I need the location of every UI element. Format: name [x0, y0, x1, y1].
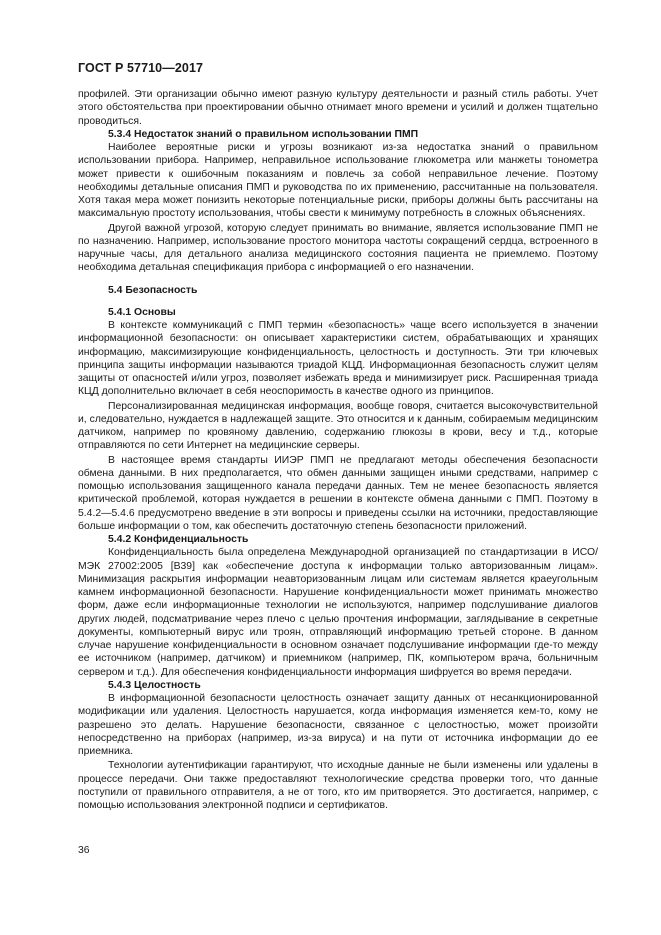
- paragraph: Конфиденциальность была определена Международной организацией по стандартизации в ИСО/МЭК 27002:2005 [B39] как «обеспечение доступа к информации только авторизованным лицам». Минимизация раскрытия информации неавторизованным лицам или системам является краеугольным камнем информационной безопасности. Нарушение конфиденциальности может принимать множество форм, даже если информационные технологии не используются, например подслушивание диалогов других людей, подсматривание через плечо с целью прочтения информации, заглядывание в секретные документы, компьютерный вирус или троян, отправляющий информацию третьей стороне. В данном случае нарушение конфиденциальности в основном означает подслушивание информации где-то между ее источником (например, датчиком) и приемником (например, ПК, компьютером врача, больничным сервером и т.д.). Для обеспечения конфиденциальности информация шифруется во время передачи.: [78, 547, 598, 678]
- paragraph: Персонализированная медицинская информация, вообще говоря, считается высокочувствительной и, следовательно, нуждается в надлежащей защите. Это относится и к данным, собираемым медицинским датчиком, например по кровяному давлению, содержанию глюкозы в крови, весу и т.д., которые отправляются по сети Интернет на медицинские серверы.: [78, 400, 598, 452]
- paragraph: Технологии аутентификации гарантируют, что исходные данные не были изменены или удалены в процессе передачи. Они также предоставляют технологические средства проверки того, что данные поступили от правильного отправителя, а не от того, кто им притворяется. Это достигается, например, с помощью использования электронной подписи и сертификатов.: [78, 760, 598, 811]
- paragraph-continuation: профилей. Эти организации обычно имеют разную культуру деятельности и разный стиль работы. Учет этого обстоятельства при проектировании обычно отнимает много времени и усилий и должен тщательно проводиться.: [78, 89, 598, 127]
- section-5-4-heading: 5.4 Безопасность: [108, 284, 198, 296]
- section-5-4-1-heading: 5.4.1 Основы: [108, 306, 176, 318]
- paragraph: В настоящее время стандарты ИИЭР ПМП не предлагают методы обеспечения безопасности обмена данными. В них предполагается, что обмен данными защищен иными средствами, например с помощью использования защищенного канала передачи данных. Тем не менее безопасность является критической проблемой, которая нуждается в решении в контексте обмена данными с ПМП. Поэтому в 5.4.2—5.4.6 предусмотрено введение в эти вопросы и приведены ссылки на источники, предоставляющие больше информации о том, как обеспечить достаточную степень безопасности приложений.: [78, 454, 598, 532]
- section-5-3-4-heading: 5.3.4 Недостаток знаний о правильном использовании ПМП: [108, 128, 419, 140]
- standard-header: ГОСТ Р 57710—2017: [78, 61, 204, 75]
- paragraph: В контексте коммуникаций с ПМП термин «безопасность» чаще всего используется в значении информационной безопасности: он описывает характеристики систем, обрабатывающих и хранящих информацию, максимизирующие конфиденциальность, целостность и доступность. Эти три ключевых принципа защиты информации называются триадой КЦД. Информационная безопасность служит целям защиты от опасностей и/или угроз, позволяет избежать вреда и минимизирует риск. Расширенная триада КЦД дополнительно включает в себя неоспоримость в качестве одного из принципов.: [78, 320, 598, 398]
- section-5-4-3-heading: 5.4.3 Целостность: [108, 679, 201, 691]
- paragraph: Наиболее вероятные риски и угрозы возникают из-за недостатка знаний о правильном использовании прибора. Например, неправильное использование глюкометра или манжеты тонометра может привести к ошибочным показаниям и повлечь за собой неправильное лечение. Поэтому необходимы детальные описания ПМП и руководства по их применению, рассчитанные на пользователя. Хотя такая мера может понизить некоторые потенциальные риски, приборы должны быть рассчитаны на максимальную простоту использования, чтобы свести к минимуму потребность в сложных объяснениях.: [78, 142, 598, 220]
- paragraph: Другой важной угрозой, которую следует принимать во внимание, является использование ПМП не по назначению. Например, использование простого монитора частоты сокращений сердца, встроенного в наручные часы, для детального анализа медицинского состояния пациента не приемлемо. Поэтому необходима детальная спецификация прибора с информацией о его назначении.: [78, 222, 598, 274]
- paragraph: В информационной безопасности целостность означает защиту данных от несанкционированной модификации или удаления. Целостность нарушается, когда информация изменяется кем-то, кому не разрешено это делать. Нарушение безопасности, связанное с целостностью, может произойти непосредственно на приборах (например, из-за вируса) и на пути от источника информации до ее приемника.: [78, 693, 598, 757]
- page-number: 36: [78, 845, 90, 856]
- section-5-4-2-heading: 5.4.2 Конфиденциальность: [108, 534, 249, 545]
- document-body: [78, 88, 598, 812]
